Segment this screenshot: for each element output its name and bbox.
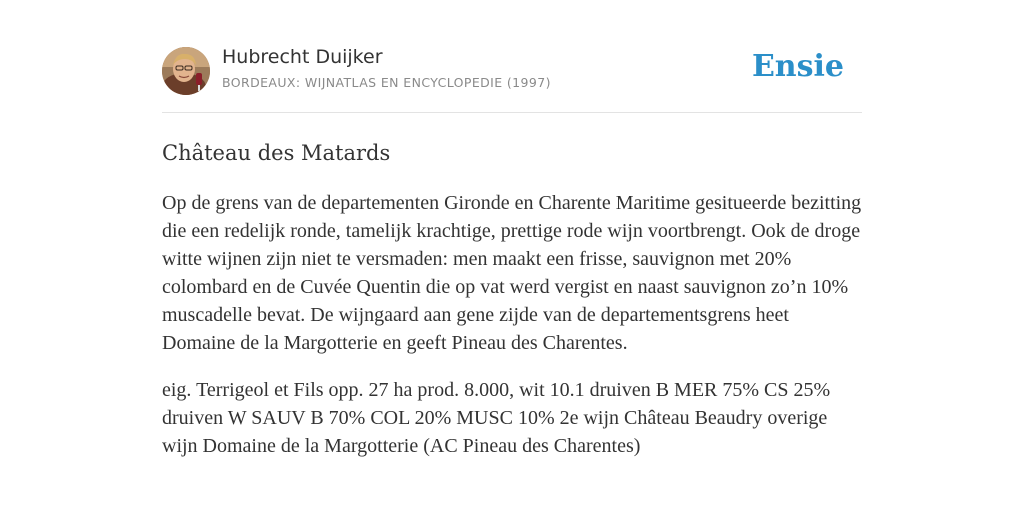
entry-paragraph: Op de grens van de departementen Gironde en Charente Maritime gesitueerde bezitting die een redelijk ronde, tamelijk krachtige, prettige rode wijn voortbrengt. Ook de droge witte wijnen zijn niet te versmaden: men maakt een frisse, sauvignon met 20% colombard en de Cuvée Quentin die op vat werd vergist en naast sauvignon zo’n 10% muscadelle bevat. De wijngaard aan gene zijde van de departementsgrens heet Domaine de la Margotterie en geeft Pineau des Charentes. [162, 192, 862, 354]
entry-card [162, 40, 862, 460]
entry-header [162, 40, 862, 113]
avatar[interactable] [162, 47, 210, 95]
brand-logo[interactable]: Ensie [751, 49, 844, 84]
source-title[interactable]: BORDEAUX: WIJNATLAS EN ENCYCLOPEDIE (1997) [222, 75, 551, 90]
entry-title: Château des Matards [162, 141, 391, 165]
entry-paragraph: eig. Terrigeol et Fils opp. 27 ha prod. 8.000, wit 10.1 druiven B MER 75% CS 25% druiven W SAUV B 70% COL 20% MUSC 10% 2e wijn Château Beaudry overige wijn Domaine de la Margotterie (AC Pineau des Charentes) [162, 379, 831, 457]
author-name[interactable]: Hubrecht Duijker [222, 46, 383, 68]
author-portrait-icon [162, 47, 210, 95]
